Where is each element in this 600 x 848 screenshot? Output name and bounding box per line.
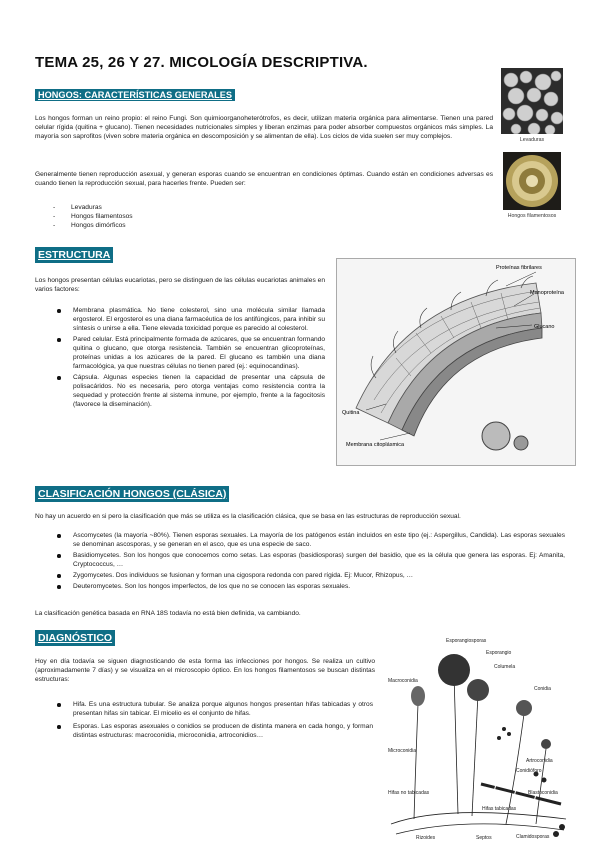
page-title: TEMA 25, 26 Y 27. MICOLOGÍA DESCRIPTIVA. xyxy=(35,54,368,71)
paragraph-genetic: La clasificación genética basada en RNA 18S todavía no está bien definida, va cambiando. xyxy=(35,610,301,617)
label-conidiophore: Conidióforo xyxy=(516,768,542,774)
section-heading-clasificacion: CLASIFICACIÓN HONGOS (CLÁSICA) xyxy=(35,486,229,502)
list-item: Cápsula. Algunas especies tienen la capacidad de presentar una cápsula de polisacáridos. No es necesaria, pero otorga ventajas como resistencia contra la sequedad y protección frente al sistema inmune, por ejemplo, frente a la fagocitosis (favorece la diseminación). xyxy=(53,373,325,409)
fungal-structures-diagram xyxy=(386,634,570,842)
label-mannoprotein: Manoproteína xyxy=(530,290,564,296)
paragraph-estructura: Los hongos presentan células eucariotas, pero se distinguen de las células eucariotas animales en varios factores: xyxy=(35,277,325,293)
label-sporangium: Esporangio xyxy=(486,650,512,656)
section-heading-diagnostico: DIAGNÓSTICO xyxy=(35,630,115,646)
list-item: Basidiomycetes. Son los hongos que conocemos como setas. Las esporas (basidiosporas) surgen del basidio, que es la célula que genera las esporas. Ej: Amanita, Cryptococcus, … xyxy=(53,551,565,569)
list-item: - Hongos filamentosos xyxy=(53,212,253,221)
label-glucan: Glucano xyxy=(534,324,555,330)
list-item: Esporas. Las esporas asexuales o conidios se producen de distinta manera en cada hongo, y forman distintas estructuras: macroconidia, microconidia, artroconidios… xyxy=(53,722,373,740)
label-sporangiospores: Esporangiosporas xyxy=(446,638,487,644)
paragraph-general-1: Los hongos forman un reino propio: el reino Fungi. Son quimioorganoheterótrofos, es decir, utilizan materia orgánica para alimentarse. Tienen una pared celular rígida (quitina + glucano). Tienen necesidades nutricionales simples y liberan enzimas para poder absorber compuestos orgánicos más simples. La mayoría son saprofitos (viven sobre materia orgánica en descomposición y se alimentan de ella). Los ciclos de vida suelen ser muy complejos. xyxy=(35,115,493,140)
diagnostic-list xyxy=(53,700,373,740)
label-membrane: Membrana citoplásmica xyxy=(346,442,405,448)
label-macroconidia: Macroconidia xyxy=(388,678,418,684)
list-item: Membrana plasmática. No tiene colesterol, sino una molécula similar llamada ergosterol. El ergosterol es una diana farmacéutica de los antifúngicos, para inhibir su síntesis o unirse a ella. Tiene elevada toxicidad porque es parecido al colesterol. xyxy=(53,306,325,333)
list-item: Ascomycetes (la mayoría ~80%). Tienen esporas sexuales. La mayoría de los patógenos están incluidos en este tipo (ej.: Aspergillus, Candida). Las esporas sexuales se denominan ascosporas, y se generan en el asco, que es una especie de saco. xyxy=(53,531,565,549)
list-item: Deuteromycetes. Son los hongos imperfectos, de los que no se conocen las esporas sexuales. xyxy=(53,582,565,591)
classification-list xyxy=(53,531,565,591)
list-item: Pared celular. Está principalmente formada de azúcares, que se encuentran formando quitina o glucano, que otorga resistencia. También se encuentran glicoproteínas, proteínas unidas a los azúcares de la pared. El glucano es también una diana farmacológica, ya que nuestras células no tienen pared (ej.: equinocandinas). xyxy=(53,335,325,371)
list-item: Hifa. Es una estructura tubular. Se analiza porque algunos hongos presentan hifas tabicadas y otros presentan hifas sin tabicar. El micelio es el conjunto de hifas. xyxy=(53,700,373,718)
list-item: - Hongos dimórficos xyxy=(53,221,253,230)
mold-colony-image xyxy=(503,152,561,210)
structure-list xyxy=(53,306,325,409)
label-columella: Columela xyxy=(494,664,516,670)
label-microconidia: Microconidia xyxy=(388,748,417,754)
paragraph-clasificacion: No hay un acuerdo en si pero la clasificación que más se utiliza es la clasificación clásica, que se basa en las estructuras de reproducción sexual. xyxy=(35,513,461,520)
yeast-micrograph-image xyxy=(501,68,563,134)
list-item: Zygomycetes. Dos individuos se fusionan y forman una cigospora redonda con pared rígida. Ej: Mucor, Rhizopus, … xyxy=(53,571,565,580)
label-chlamydospores: Clamidosporas xyxy=(516,834,550,840)
label-conidia: Conidia xyxy=(534,686,551,692)
label-blastoconidia: Blastoconidia xyxy=(528,790,558,796)
cell-wall-diagram xyxy=(336,258,576,466)
list-item: - Levaduras xyxy=(53,203,253,212)
label-arthroconidia: Artroconidia xyxy=(526,758,553,764)
label-rhizoids: Rizoides xyxy=(416,835,436,841)
paragraph-general-2: Generalmente tienen reproducción asexual, y generan esporas cuando se encuentran en condiciones óptimas. Cuando están en condiciones adversas es cuando tienen la reproducción sexual, para hacerles frente. Pueden ser: xyxy=(35,171,493,187)
caption-yeast: Levaduras xyxy=(519,137,545,143)
section-heading-estructura: ESTRUCTURA xyxy=(35,247,113,263)
paragraph-diagnostico: Hoy en día todavía se siguen diagnosticando de esta forma las infecciones por hongos. Se realiza un cultivo (aproximadamente 7 días) y se visualiza en el microscopio óptico. En los hongos filamentosos se buscan distintas estructuras: xyxy=(35,658,375,683)
label-nonseptate-hyphae: Hifas no tabicadas xyxy=(388,790,430,796)
caption-mold: Hongos filamentosos xyxy=(507,213,557,219)
label-septate-hyphae: Hifas tabicadas xyxy=(482,806,517,812)
label-fibrillar: Proteínas fibrilares xyxy=(496,265,542,271)
section-heading-general: HONGOS: CARACTERÍSTICAS GENERALES xyxy=(35,89,235,101)
label-septa: Septos xyxy=(476,835,492,841)
fungi-types-list xyxy=(53,203,253,230)
label-chitin: Quitina xyxy=(342,410,360,416)
